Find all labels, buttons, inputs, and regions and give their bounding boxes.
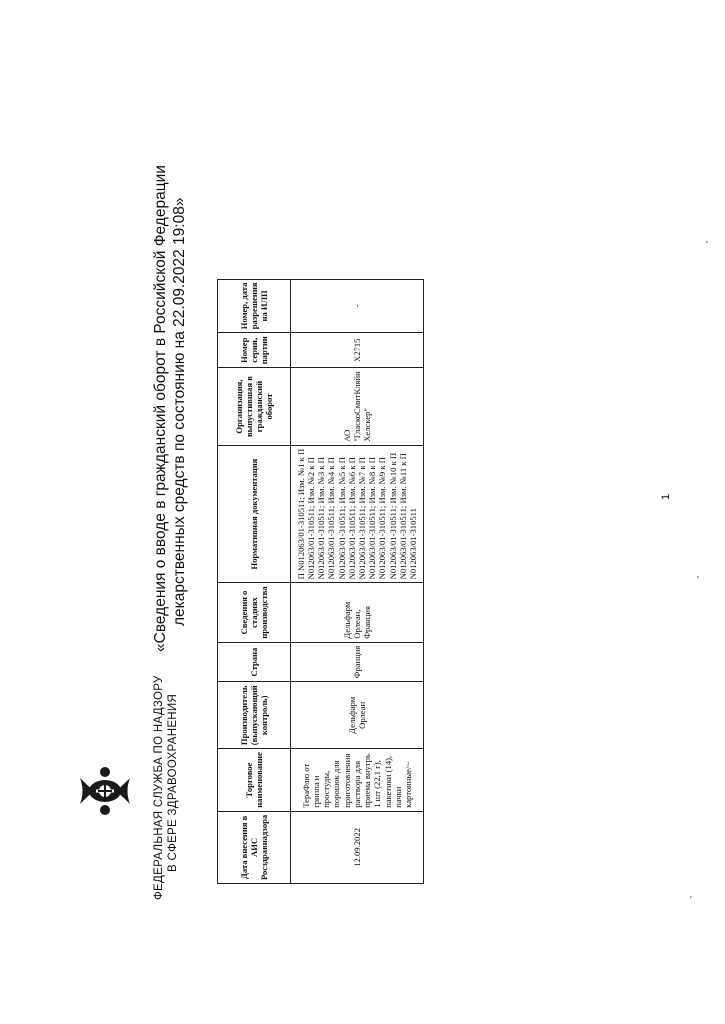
scan-mark: ' xyxy=(706,240,708,251)
page-number: 1 xyxy=(660,493,672,500)
scan-mark: ' xyxy=(690,895,692,906)
col-organization-header: Организация, выпустившая в гражданский оборот xyxy=(218,368,291,445)
cell-stages: Дельфарм Орлеан, Франция xyxy=(291,583,424,642)
rzn-emblem xyxy=(74,760,136,827)
col-trade-name-header: Торговое наименование xyxy=(218,749,291,812)
cell-trade-name: ТераФлю от гриппа и простуды, порошок для приготовления раствора для приема внутрь 1 шт (22,1 г), пакетики (14), пачки картонные/~ xyxy=(291,749,424,812)
table-row xyxy=(291,279,424,883)
col-permit-header: Номер, дата разрешения на ИЛП xyxy=(218,279,291,333)
col-stages-header: Сведения о стадиях производства xyxy=(218,583,291,642)
cell-manufacturer: Дельфарм Орлеан xyxy=(291,682,424,749)
doc-line: N012063/01-310511; Изм. №9 к П xyxy=(377,457,388,580)
agency-line-2: В СФЕРЕ ЗДРАВООХРАНЕНИЯ xyxy=(167,693,179,872)
cell-organization: АО "ГласкоСмитКляйн Хелскер" xyxy=(291,368,424,445)
doc-line: N012063/01-310511; Изм. №4 к П xyxy=(326,457,337,580)
col-country-header: Страна xyxy=(218,642,291,682)
col-manufacturer-header: Производитель (выпускающий контроль) xyxy=(218,682,291,749)
doc-line: N012063/01-310511; Изм. №11 к П xyxy=(397,453,408,580)
cell-docs xyxy=(291,445,424,583)
doc-line: П N012063/01-310511; Изм. №1 к П xyxy=(295,448,306,580)
register-table xyxy=(217,279,424,884)
doc-line: N012063/01-310511 xyxy=(408,508,419,580)
doc-line: N012063/01-310511; Изм. №6 к П xyxy=(346,457,357,580)
agency-line-1: ФЕДЕРАЛЬНАЯ СЛУЖБА ПО НАДЗОРУ xyxy=(153,675,165,900)
cell-country: Франция xyxy=(291,642,424,682)
title-line-2: лекарственных средств по состоянию на 22.09.2022 19:08» xyxy=(171,197,188,626)
col-batch-header: Номер серии, партии xyxy=(218,333,291,368)
doc-line: N012063/01-310511; Изм. №8 к П xyxy=(367,457,378,580)
table-header-row xyxy=(218,279,291,883)
doc-line: N012063/01-310511; Изм. №10 к П xyxy=(387,452,398,580)
doc-line: N012063/01-310511; Изм. №2 к П xyxy=(305,457,316,580)
scan-mark: ' xyxy=(697,575,699,586)
doc-line: N012063/01-310511; Изм. №7 к П xyxy=(357,457,367,580)
title-line-1: «Сведения о вводе в гражданский оборот в Российской Федерации xyxy=(152,165,169,652)
cell-permit: - xyxy=(291,279,424,333)
document-title xyxy=(151,165,189,652)
doc-line: N012063/01-310511; Изм. №3 к П xyxy=(316,457,327,580)
cell-date: 12.09.2022 xyxy=(291,811,424,883)
doc-line: N012063/01-310511; Изм. №5 к П xyxy=(336,457,347,580)
col-date-header: Дата внесения в АИС Росздравнадзора xyxy=(218,811,291,883)
cell-batch: X2715 xyxy=(291,333,424,368)
col-docs-header: Нормативная документация xyxy=(218,445,291,583)
